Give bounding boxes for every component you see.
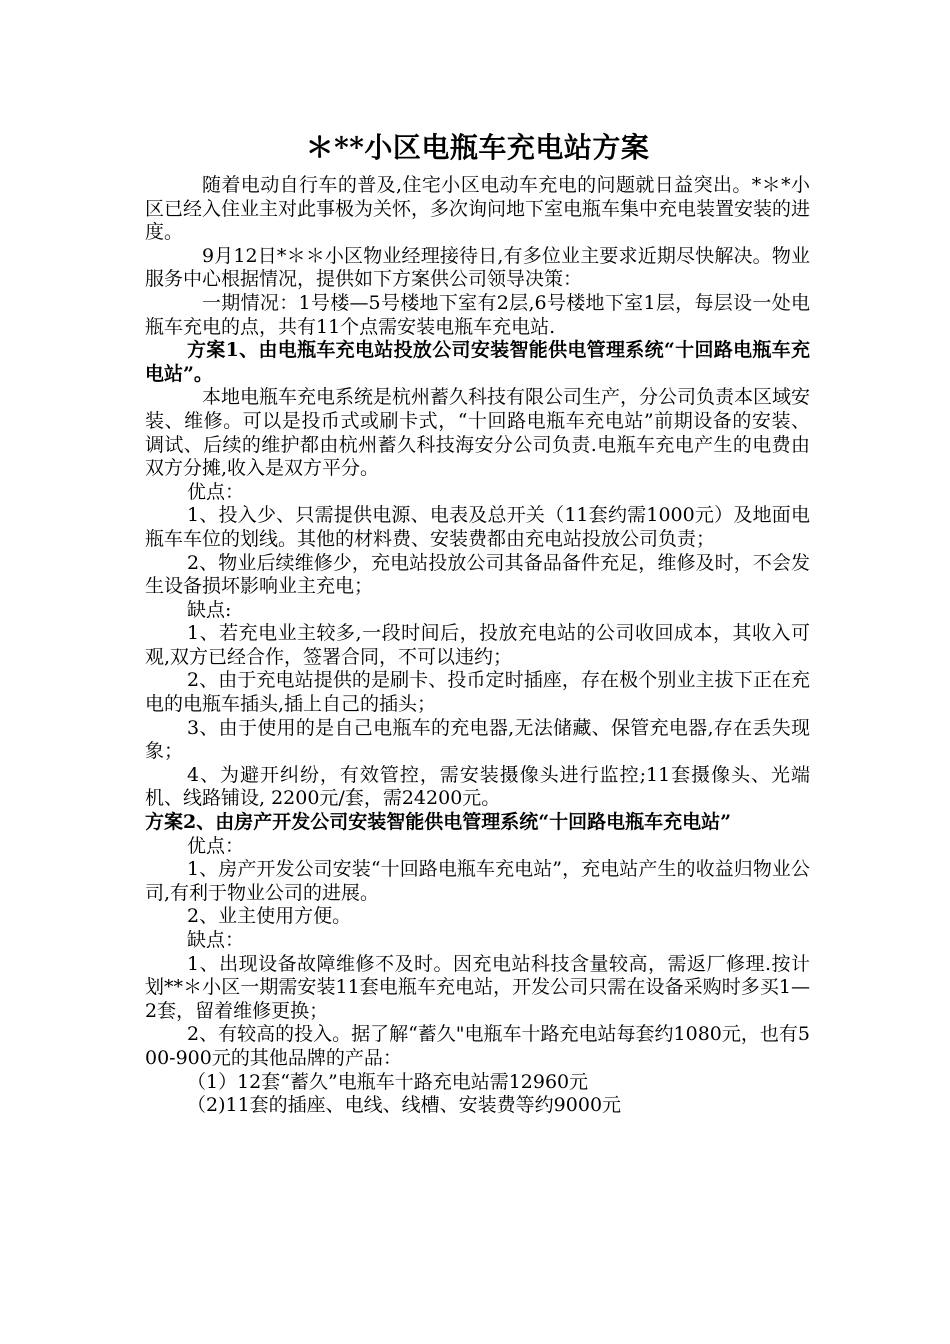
- label-plan-2-disadvantages: 缺点：: [187, 929, 245, 951]
- list-item-plan-2-advantage-1: 1、房产开发公司安装“十回路电瓶车充电站”，充电站产生的收益归物业公司,有利于物业公司的进展。: [145, 858, 810, 904]
- list-item-plan-1-disadvantage-1: 1、若充电业主较多,一段时间后，投放充电站的公司收回成本，其收入可观,双方已经合作，签署合同，不可以违约；: [145, 622, 810, 668]
- list-item-plan-1-disadvantage-3: 3、由于使用的是自己电瓶车的充电器,无法储藏、保管充电器,存在丢失现象；: [145, 716, 810, 763]
- list-item-plan-1-advantage-2: 2、物业后续维修少，充电站投放公司其备品备件充足，维修及时，不会发生设备损坏影响业主充电；: [145, 551, 810, 598]
- list-item-plan-1-advantage-1: 1、投入少、只需提供电源、电表及总开关（11套约需1000元）及地面电瓶车车位的划线。其他的材料费、安装费都由充电站投放公司负责；: [145, 504, 810, 550]
- paragraph-reception-day: 9月12日*＊＊小区物业经理接待日,有多位业主要求近期尽快解决。物业服务中心根据情况，提供如下方案供公司领导决策：: [145, 244, 810, 291]
- list-item-plan-1-disadvantage-4: 4、为避开纠纷，有效管控，需安装摄像头进行监控;11套摄像头、光端机、线路铺设, 2200元/套，需24200元。: [145, 763, 810, 810]
- paragraph-intro: 随着电动自行车的普及,住宅小区电动车充电的问题就日益突出。*＊*小区已经入住业主对此事极为关怀，多次询问地下室电瓶车集中充电装置安装的进度。: [145, 174, 811, 244]
- label-plan-1-disadvantages: 缺点:: [187, 598, 232, 621]
- paragraph-phase-one: 一期情况：1号楼—5号楼地下室有2层,6号楼地下室1层，每层设一处电瓶车充电的点，共有11个点需安装电瓶车充电站.: [145, 291, 810, 338]
- heading-plan-1: 方案1、由电瓶车充电站投放公司安装智能供电管理系统“十回路电瓶车充电站”。: [145, 339, 810, 385]
- list-item-plan-1-disadvantage-2: 2、由于充电站提供的是刷卡、投币定时插座，存在极个别业主拔下正在充电的电瓶车插头,插上自己的插头；: [145, 669, 810, 716]
- label-plan-2-advantages: 优点：: [187, 834, 245, 857]
- list-item-plan-2-disadvantage-1: 1、出现设备故障维修不及时。因充电站科技含量较高，需返厂修理.按计划**＊小区一期需安装11套电瓶车充电站，开发公司只需在设备采购时多买1—2套，留着维修更换；: [145, 952, 810, 1022]
- document-body: [145, 128, 810, 1118]
- heading-plan-2: 方案2、由房产开发公司安装智能供电管理系统“十回路电瓶车充电站”: [145, 811, 732, 834]
- list-item-plan-2-disadvantage-2: 2、有较高的投入。据了解“蓄久"电瓶车十路充电站每套约1080元，也有500-900元的其他品牌的产品：: [145, 1023, 810, 1069]
- document-title: ＊**小区电瓶车充电站方案: [305, 131, 650, 164]
- label-plan-1-advantages: 优点：: [187, 480, 245, 503]
- list-item-cost-1: （1）12套“蓄久”电瓶车十路充电站需12960元: [187, 1070, 589, 1093]
- list-item-plan-2-advantage-2: 2、业主使用方便。: [187, 905, 352, 928]
- paragraph-plan-1-description: 本地电瓶车充电系统是杭州蓄久科技有限公司生产，分公司负责本区域安装、维修。可以是投币式或刷卡式，“十回路电瓶车充电站”前期设备的安装、调试、后续的维护都由杭州蓄久科技海安分公司负责.电瓶车充电产生的电费由双方分摊,收入是双方平分。: [145, 386, 811, 480]
- list-item-cost-2: （2)11套的插座、电线、线槽、安装费等约9000元: [187, 1094, 622, 1117]
